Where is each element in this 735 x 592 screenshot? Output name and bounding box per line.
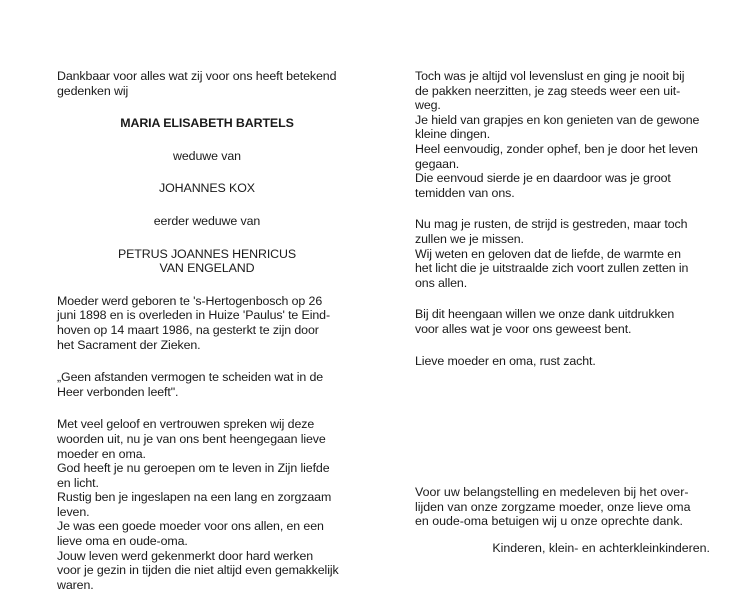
quote-paragraph: „Geen afstanden vermogen te scheiden wat in de Heer verbonden leeft". bbox=[57, 370, 324, 399]
paragraph-3: Bij dit heengaan willen we onze dank uitdrukken voor alles wat je voor ons geweest bent. bbox=[415, 307, 675, 336]
birth-death-paragraph: Moeder werd geboren te 's-Hertogenbosch op 26 juni 1898 en is overleden in Huize 'Paulus' te Eind- hoven op 14 maart 1986, na gesterkt te zijn door het Sacrament der Zieken. bbox=[57, 293, 330, 352]
thanks-paragraph: Voor uw belangstelling en medeleven bij het over- lijden van onze zorgzame moeder, onze lieve oma en oude-oma betuigen wij u onze oprechte dank. bbox=[415, 485, 691, 529]
right-column bbox=[415, 69, 710, 368]
widow-of-label: weduwe van bbox=[173, 148, 241, 163]
deceased-name: MARIA ELISABETH BARTELS bbox=[120, 116, 294, 131]
left-column bbox=[57, 69, 357, 592]
former-widow-label: eerder weduwe van bbox=[153, 213, 261, 228]
paragraph-1: Toch was je altijd vol levenslust en ging je nooit bij de pakken neerzitten, je zag steeds weer een uit- weg. Je hield van grapjes en kon genieten van de gewone kleine dingen. Heel eenvoudig, zonder ophef, ben je door het leven gegaan. Die eenvoud sierde je en daardoor was je groot temidden van ons. bbox=[415, 69, 700, 200]
paragraph-2: Nu mag je rusten, de strijd is gestreden, maar toch zullen we je missen. Wij weten en geloven dat de liefde, de warmte en het licht die je uitstraalde zich voort zullen zetten in ons allen. bbox=[415, 217, 689, 290]
farewell-line: Lieve moeder en oma, rust zacht. bbox=[415, 353, 596, 368]
intro-text: Dankbaar voor alles wat zij voor ons heeft betekend gedenken wij bbox=[57, 69, 337, 98]
first-husband-name: PETRUS JOANNES HENRICUS VAN ENGELAND bbox=[117, 246, 297, 276]
family-signature: Kinderen, klein- en achterkleinkinderen. bbox=[492, 541, 710, 555]
husband-name: JOHANNES KOX bbox=[159, 181, 255, 196]
body-paragraph: Met veel geloof en vertrouwen spreken wij deze woorden uit, nu je van ons bent heengegaan lieve moeder en oma. God heeft je nu geroepen om te leven in Zijn liefde en licht. Rustig ben je ingeslapen na een lang en zorgzaam leven. Je was een goede moeder voor ons allen, en een lieve oma en oude-oma. Jouw leven werd gekenmerkt door hard werken voor je gezin in tijden die niet altijd even gemakkelijk waren. bbox=[57, 417, 339, 592]
